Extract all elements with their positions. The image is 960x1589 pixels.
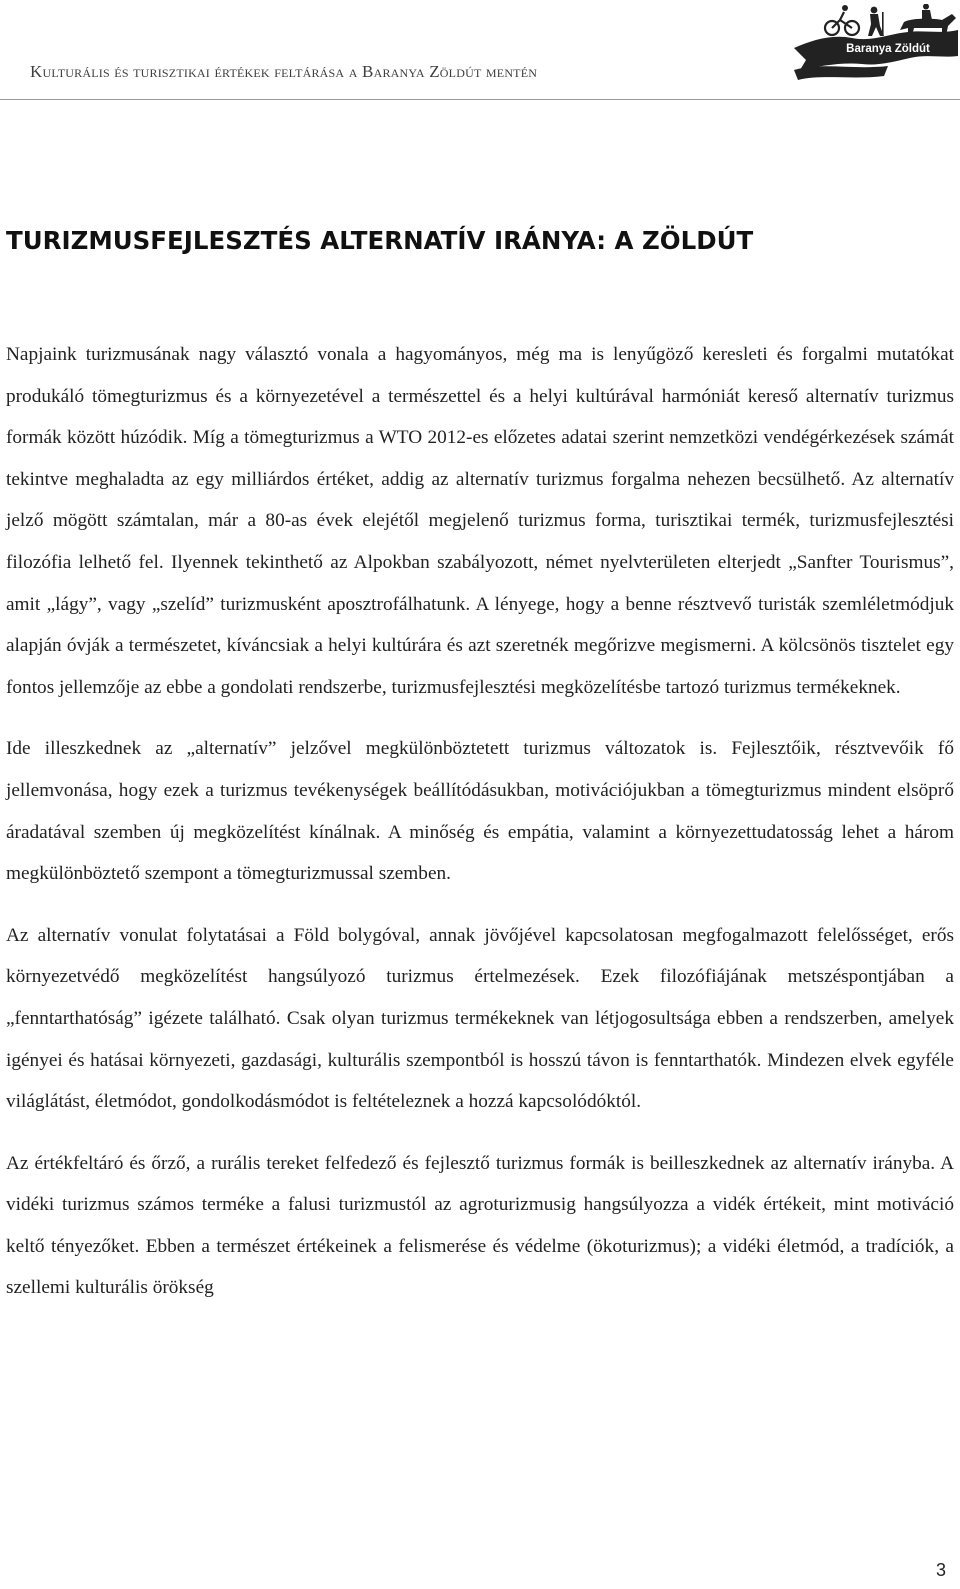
paragraph: Napjaink turizmusának nagy választó vonala a hagyományos, még ma is lenyűgöző keresleti és forgalmi mutatókat produkáló tömegturizmus és a környezetével a természettel és a helyi kultúrával harmóniát kereső alternatív turizmus formák között húzódik. Míg a tömegturizmus a WTO 2012-es előzetes adatai szerint nemzetközi vendégérkezések számát tekintve meghaladta az egy milliárdos értéket, addig az alternatív turizmus forgalma nehezen becsülhető. Az alternatív jelző mögött számtalan, már a 80-as évek elejétől megjelenő turizmus forma, turisztikai termék, turizmusfejlesztési filozófia lelhető fel. Ilyennek tekinthető az Alpokban szabályozott, német nyelvterületen elterjedt „Sanfter Tourismus”, amit „lágy”, vagy „szelíd” turizmusként aposztrofálhatunk. A lényege, hogy a benne résztvevő turisták szemléletmódjuk alapján óvják a természetet, kíváncsiak a helyi kultúrára és azt szeretnék megőrizve megismerni. A kölcsönös tisztelet egy fontos jellemzője az ebbe a gondolati rendszerbe, turizmusfejlesztési megközelítésbe tartozó turizmus termékeknek. (6, 344, 954, 698)
logo-text: Baranya Zöldút (846, 43, 930, 55)
header-divider (0, 99, 960, 100)
running-title: Kulturális és turisztikai értékek feltárása a Baranya Zöldút mentén (30, 62, 538, 81)
cyclist-head (842, 5, 848, 11)
horse-rider-icon (900, 4, 956, 36)
baranya-zoldut-logo (792, 4, 960, 88)
hiker-icon (868, 7, 884, 36)
paragraph: Ide illeszkednek az „alternatív” jelzővel megkülönböztetett turizmus változatok is. Fejlesztőik, résztvevőik fő jellemvonása, hogy ezek a turizmus tevékenységek beállítódásukban, motivációjukban a tömegturizmus mindent elsöprő áradatával szemben új megközelítést kínálnak. A minőség és empátia, valamint a környezettudatosság lehet a három megkülönböztető szempont a tömegturizmussal szemben. (6, 738, 954, 885)
cyclist-icon (825, 12, 859, 35)
page-header (0, 0, 960, 100)
page-number: 3 (935, 1560, 946, 1580)
body-text (6, 334, 954, 1329)
paragraph: Az alternatív vonulat folytatásai a Föld bolygóval, annak jövőjével kapcsolatosan megfogalmazott felelősséget, erős környezetvédő megközelítést hangsúlyozó turizmus értelmezések. Ezek filozófiájának metszéspontjában a „fenntarthatóság” igézete található. Csak olyan turizmus termékeknek van létjogosultsága ebben a rendszerben, amelyek igényei és hatásai környezeti, gazdasági, kulturális szempontból is hosszú távon is fenntarthatók. Mindezen elvek egyféle világlátást, életmódot, gondolkodásmódot is feltételeznek a hozzá kapcsolódóktól. (6, 924, 954, 1113)
logo-tail (794, 66, 888, 80)
page-title: TURIZMUSFEJLESZTÉS ALTERNATÍV IRÁNYA: A ZÖLDÚT (6, 226, 754, 255)
paragraph: Az értékfeltáró és őrző, a rurális tereket felfedező és fejlesztő turizmus formák is beilleszkednek az alternatív irányba. A vidéki turizmus számos terméke a falusi turizmustól az agroturizmusig hangsúlyozza a vidék értékeit, mint motiváció keltő tényezőket. Ebben a természet értékeinek a felismerése és védelme (ökoturizmus); a vidéki életmód, a tradíciók, a szellemi kulturális örökség (6, 1152, 954, 1299)
